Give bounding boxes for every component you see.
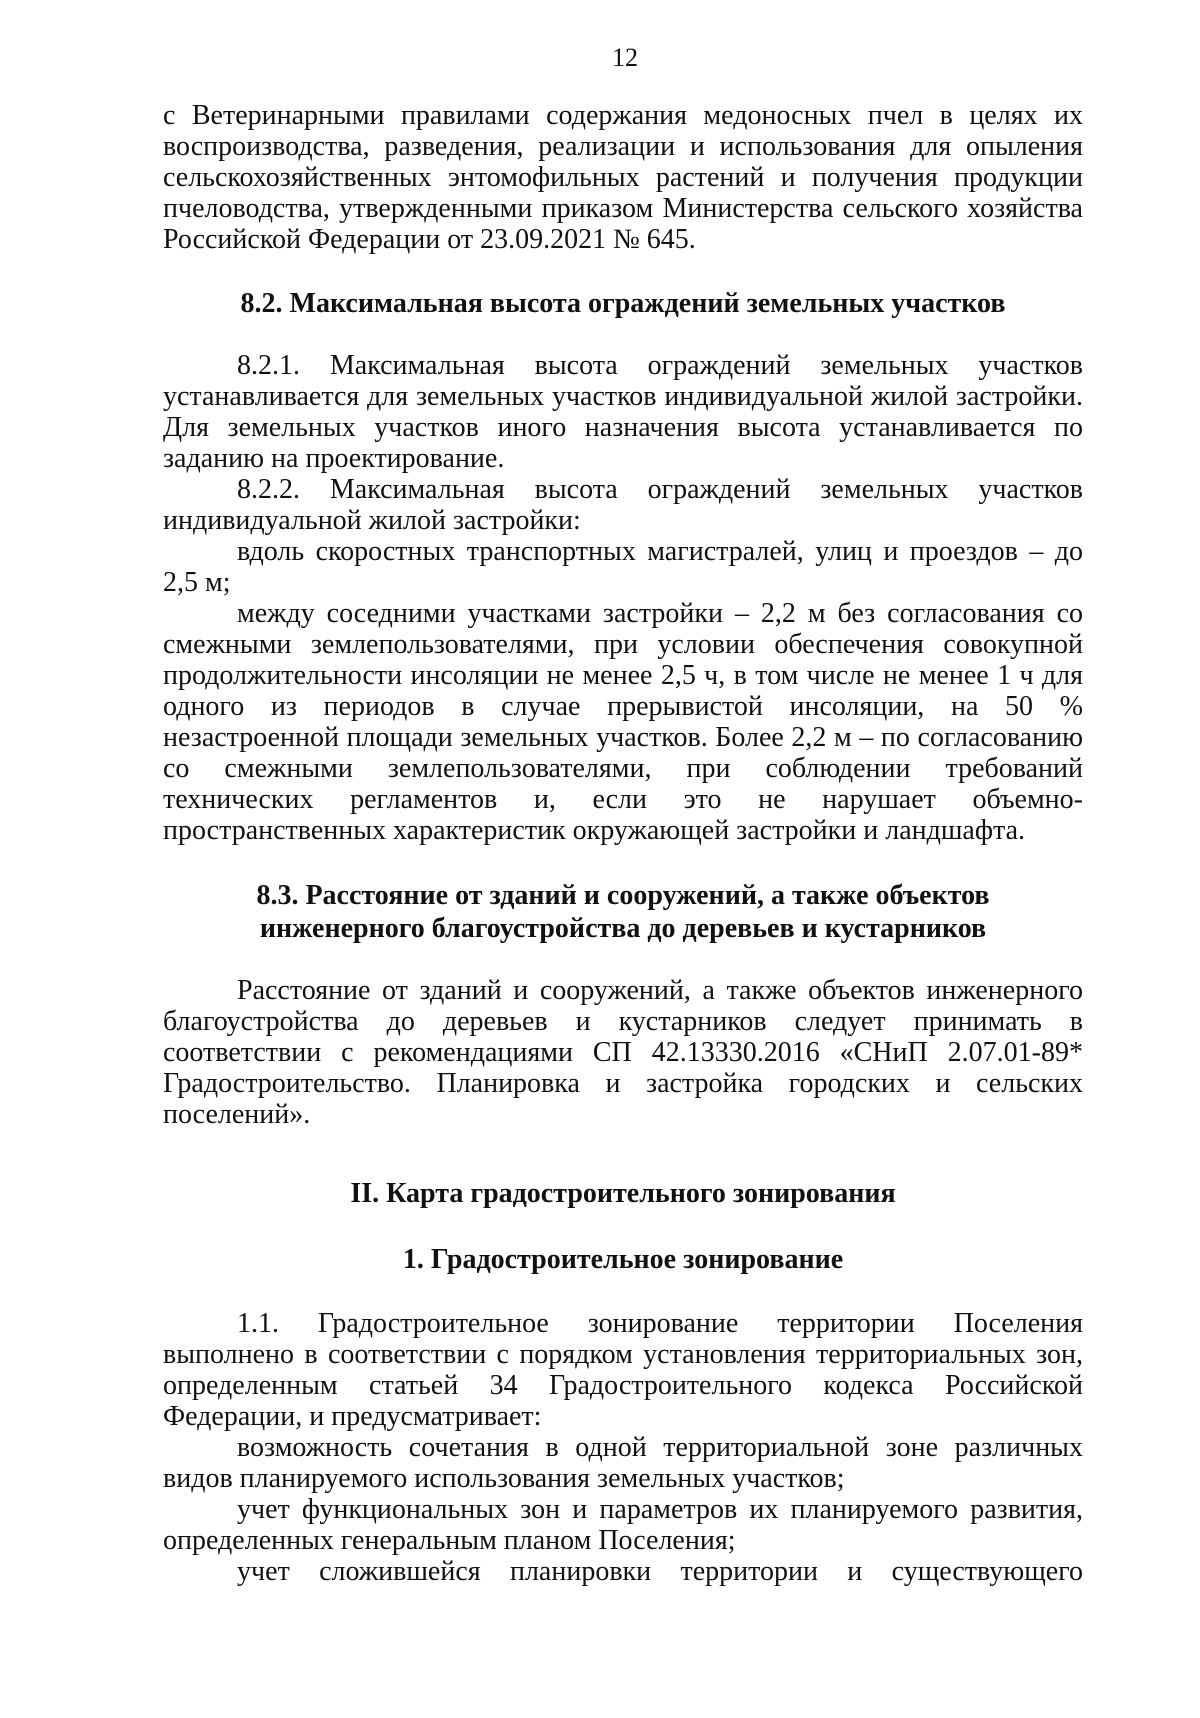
- fence-between-plots-paragraph: между соседними участками застройки – 2,2 м без согласования со смежными землепользователями, при условии обеспечения совокупной продолжительности инсоляции не менее 2,5 ч, в том числе не менее 1 ч для одного из периодов в случае прерывистой инсоляции, на 50 % незастроенной площади земельных участков. Более 2,2 м – по согласованию со смежными землепользователями, при соблюдении требований технических регламентов и, если это не нарушает объемно-пространственных характеристик окружающей застройки и ландшафта.: [163, 598, 1083, 846]
- section-1-1-paragraph: 1.1. Градостроительное зонирование территории Поселения выполнено в соответствии с порядком установления территориальных зон, определенным статьей 34 Градостроительного кодекса Российской Федерации, и предусматривает:: [163, 1308, 1083, 1432]
- section-1-heading: 1. Градостроительное зонирование: [402, 1244, 844, 1275]
- section-8-3-heading: [163, 879, 1083, 945]
- intro-paragraph: с Ветеринарными правилами содержания медоносных пчел в целях их воспроизводства, разведения, реализации и использования для опыления сельскохозяйственных энтомофильных растений и получения продукции пчеловодства, утвержденными приказом Министерства сельского хозяйства Российской Федерации от 23.09.2021 № 645.: [163, 100, 1083, 255]
- fence-along-roads-paragraph: вдоль скоростных транспортных магистралей, улиц и проездов – до 2,5 м;: [163, 536, 1083, 598]
- section-8-2-2-paragraph: 8.2.2. Максимальная высота ограждений земельных участков индивидуальной жилой застройки:: [163, 474, 1083, 536]
- page-number: 12: [612, 43, 638, 72]
- section-II-heading: II. Карта градостроительного зонирования: [350, 1178, 896, 1209]
- existing-layout-paragraph: учет сложившейся планировки территории и существующего: [237, 1556, 1083, 1587]
- section-8-2-1-paragraph: 8.2.1. Максимальная высота ограждений земельных участков устанавливается для земельных участков индивидуальной жилой застройки. Для земельных участков иного назначения высота устанавливается по заданию на проектирование.: [163, 350, 1083, 474]
- zoning-combination-paragraph: возможность сочетания в одной территориальной зоне различных видов планируемого использования земельных участков;: [163, 1432, 1083, 1494]
- document-body: [163, 100, 1083, 1587]
- section-8-2-heading: 8.2. Максимальная высота ограждений земельных участков: [240, 288, 1006, 319]
- functional-zones-paragraph: учет функциональных зон и параметров их планируемого развития, определенных генеральным планом Поселения;: [163, 1494, 1083, 1556]
- section-8-3-heading-line2: инженерного благоустройства до деревьев и кустарников: [259, 913, 987, 944]
- section-8-3-paragraph: Расстояние от зданий и сооружений, а также объектов инженерного благоустройства до деревьев и кустарников следует принимать в соответствии с рекомендациями СП 42.13330.2016 «СНиП 2.07.01-89* Градостроительство. Планировка и застройка городских и сельских поселений».: [163, 975, 1083, 1130]
- section-8-3-heading-line1: 8.3. Расстояние от зданий и сооружений, а также объектов: [256, 880, 990, 911]
